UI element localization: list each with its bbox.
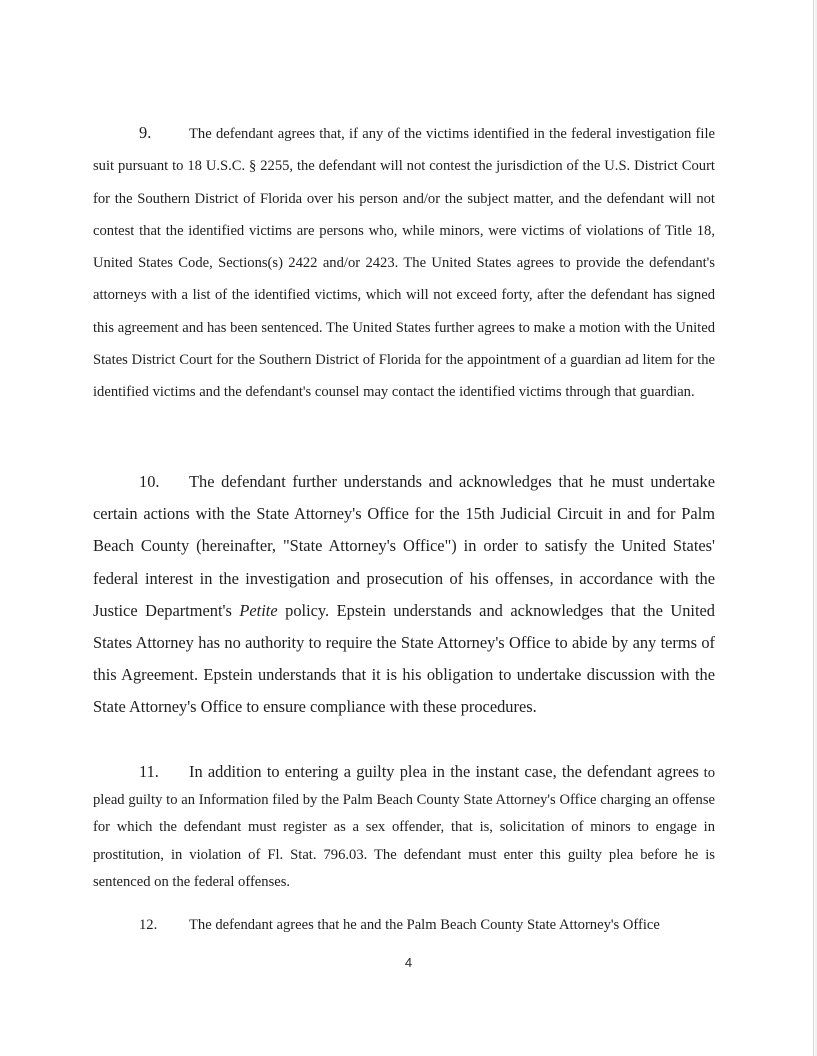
paragraph-9-text: The defendant agrees that, if any of the victims identified in the federal investigation file suit pursuant to 18 U.S.C. § 2255, the defendant will not contest the jurisdiction of the U.S. District Court for the Southern District of Florida over his person and/or the subject matter, and the defendant will not contest that the identified victims are persons who, while minors, were victims of violations of Title 18, United States Code, Sections(s) 2422 and/or 2423. The United States agrees to provide the defendant's attorneys with a list of the identified victims, which will not exceed forty, after the defendant has signed this agreement and has been sentenced. The United States further agrees to make a motion with the United States District Court for the Southern District of Florida for the appointment of a guardian ad litem for the identified victims and the defendant's counsel may contact the identified victims through that guardian. xyxy=(93,126,715,401)
paragraph-11-text: to plead guilty to an Information filed by the Palm Beach County State Attorney's Office charging an offense for which the defendant must register as a sex offender, that is, solicitation of minors to engage in prostitution, in violation of Fl. Stat. 796.03. The defendant must enter this guilty plea before he is sentenced on the federal offenses. xyxy=(93,765,715,890)
paragraph-12-number: 12. xyxy=(139,917,158,933)
paragraph-12-text: The defendant agrees that he and the Palm Beach County State Attorney's Office xyxy=(189,917,660,933)
page-number: 4 xyxy=(404,955,413,970)
paragraph-10-text-end: policy. Epstein understands and acknowledges that the United States Attorney has no authority to require the State Attorney's Office to abide by any terms of this Agreement. Epstein understands that it is his obligation to undertake discussion with the State Attorney's Office to ensure compliance with these procedures. xyxy=(93,600,715,717)
paragraph-9-number: 9. xyxy=(139,123,152,142)
paragraph-10-italic-term: Petite xyxy=(239,600,278,620)
paragraph-10 xyxy=(93,466,715,724)
paragraph-10-text-start: The defendant further understands and acknowledges that he must undertake certain actions with the State Attorney's Office for the 15th Judicial Circuit in and for Palm Beach County (hereinafter, "State Attorney's Office") in order to satisfy the United States' federal interest in the investigation and prosecution of his offenses, in accordance with the Justice Department's xyxy=(93,472,715,620)
paragraph-9 xyxy=(93,117,715,409)
scan-edge-line xyxy=(813,0,814,1056)
paragraph-11 xyxy=(93,758,715,896)
paragraph-11-number: 11. xyxy=(139,762,159,781)
paragraph-10-number: 10. xyxy=(139,472,160,491)
paragraph-12 xyxy=(93,913,715,937)
paragraph-11-lead: In addition to entering a guilty plea in the instant case, the defendant agrees xyxy=(189,762,699,781)
